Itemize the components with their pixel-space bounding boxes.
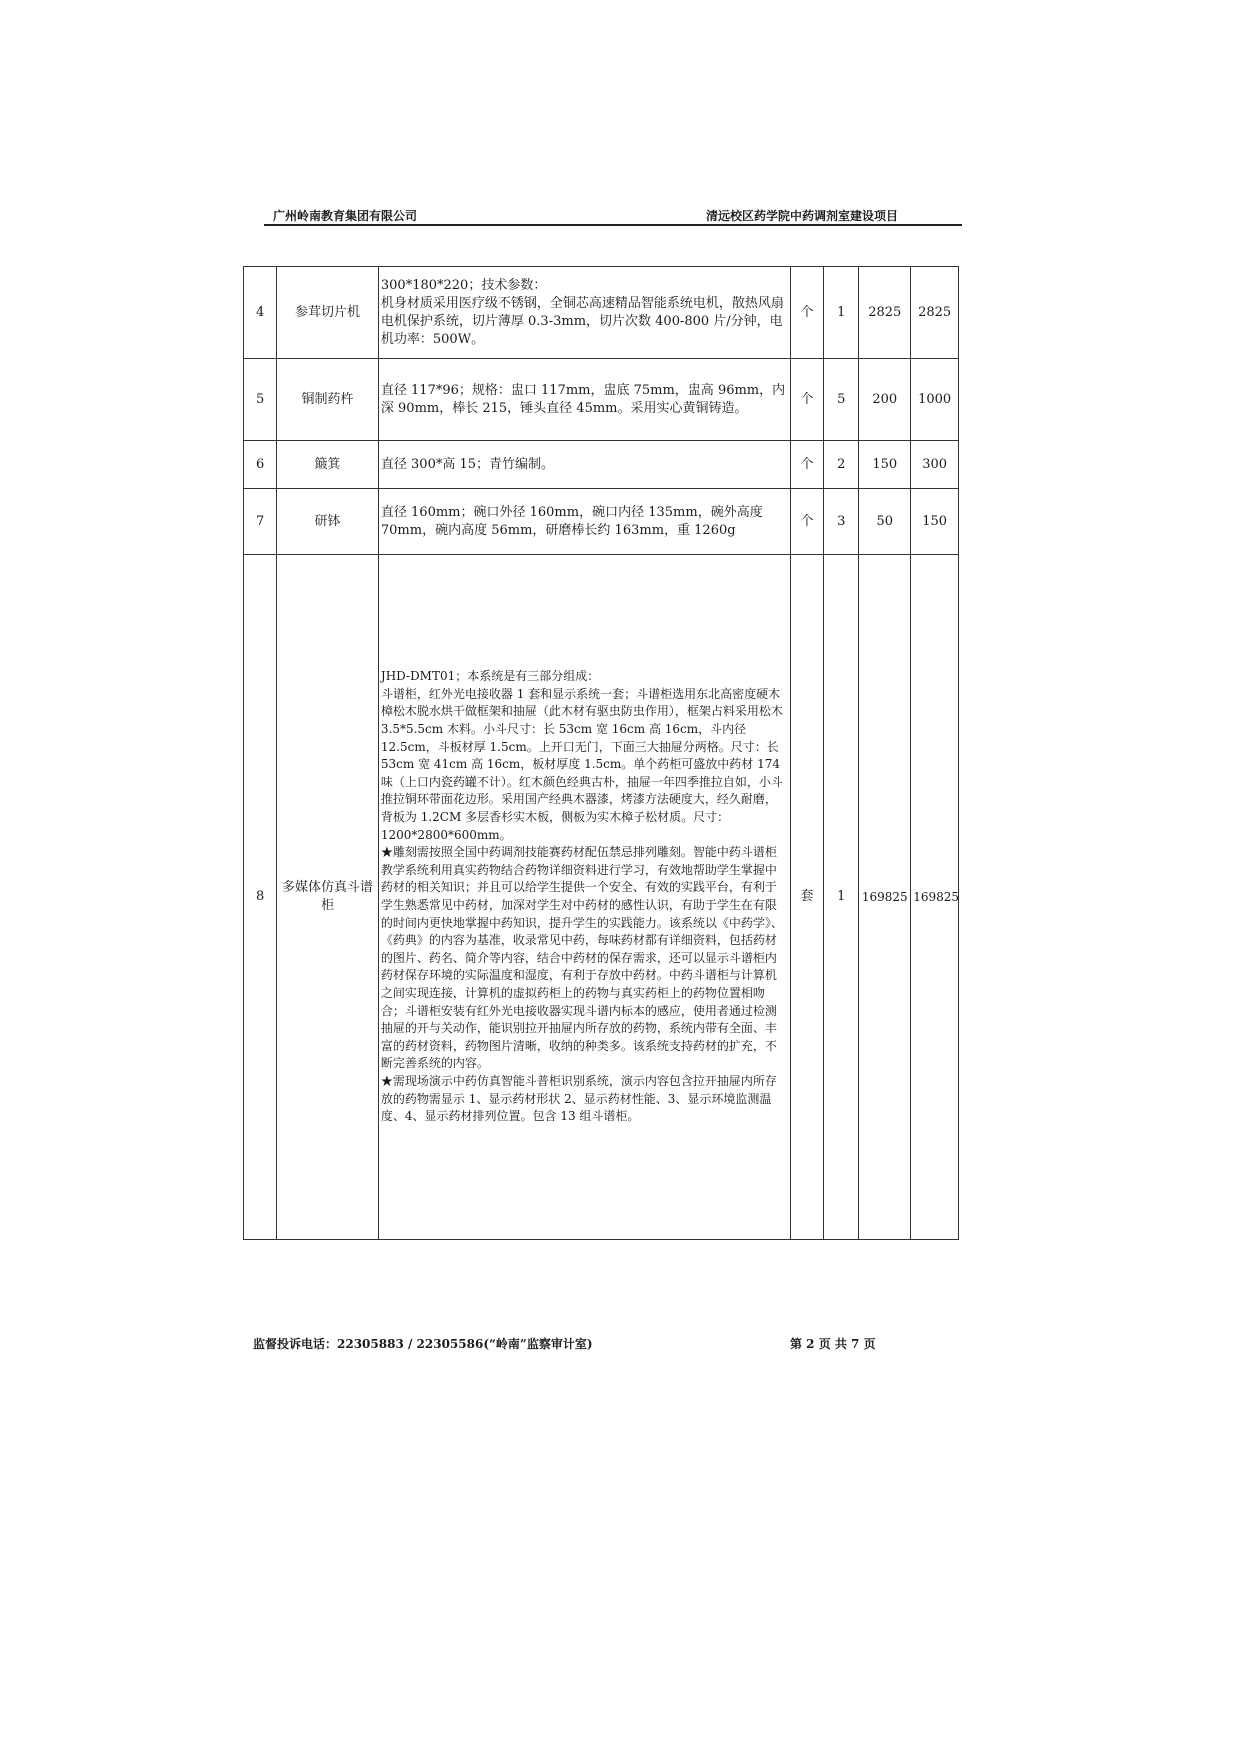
item-description: JHD-DMT01；本系统是有三部分组成： 斗谱柜，红外光电接收器 1 套和显示系统一套；斗谱柜选用东北高密度硬木樟松木脱水烘干做框架和抽屉（此木材有驱虫防虫作用），框架占料采用松木 3.5*5.5cm 木料。小斗尺寸：长 53cm 宽 16cm 高 16cm，斗内径 12.5cm，斗板材厚 1.5cm。上开口无门，下面三大抽屉分两格。尺寸：长 53cm 宽 41cm 高 16cm，板材厚度 1.5cm。单个药柜可盛放中药材 174 味（上口内瓷药罐不计）。红木颜色经典古朴，抽屉一年四季推拉自如，小斗推拉铜环带面花边形。采用国产经典木器漆，烤漆方法硬度大，经久耐磨，背板为 1.2CM 多层香杉实木板，侧板为实木樟子松材质。尺寸：1200*2800*600mm。 ★雕刻需按照全国中药调剂技能赛药材配伍禁忌排列雕刻。智能中药斗谱柜教学系统利用真实药物结合药物详细资料进行学习，有效地帮助学生掌握中药材的相关知识；并且可以给学生提供一个安全、有效的实践平台，有利于学生熟悉常见中药材，加深对学生对中药材的感性认识，有助于学生在有限的时间内更快地掌握中药知识，提升学生的实践能力。该系统以《中药学》、《药典》的内容为基准，收录常见中药，每味药材都有详细资料，包括药材的图片、药名、简介等内容，结合中药材的保存需求，还可以显示斗谱柜内药材保存环境的实际温度和湿度，有利于存放中药材。中药斗谱柜与计算机之间实现连接，计算机的虚拟药柜上的药物与真实药柜上的药物位置相吻合；斗谱柜安装有红外光电接收器实现斗谱内标本的感应，使用者通过检测抽屉的开与关动作，能识别拉开抽屉内所存放的药物，系统内带有全面、丰富的药材资料，药物图片清晰，收纳的种类多。该系统支持药材的扩充，不断完善系统的内容。 ★需现场演示中药仿真智能斗普柜识别系统，演示内容包含拉开抽屉内所存放的药物需显示 1、显示药材形状 2、显示药材性能、3、显示环境监测温度、4、显示药材排列位置。包含 13 组斗谱柜。 — [378, 555, 790, 1240]
item-name: 簸箕 — [277, 441, 379, 489]
equipment-table — [243, 266, 959, 1240]
row-number: 7 — [244, 489, 277, 555]
table-row — [244, 359, 959, 441]
item-total-price: 169825 — [911, 555, 959, 1240]
item-name: 参茸切片机 — [277, 267, 379, 359]
item-quantity: 2 — [824, 441, 859, 489]
item-unit: 个 — [790, 489, 823, 555]
item-name: 研钵 — [277, 489, 379, 555]
item-unit: 个 — [790, 267, 823, 359]
item-description: 直径 160mm；碗口外径 160mm，碗口内径 135mm，碗外高度 70mm，碗内高度 56mm，研磨棒长约 163mm，重 1260g — [378, 489, 790, 555]
table-row — [244, 267, 959, 359]
item-unit-price: 50 — [859, 489, 911, 555]
header-rule — [264, 224, 962, 226]
item-unit-price: 169825 — [859, 555, 911, 1240]
item-unit-price: 2825 — [859, 267, 911, 359]
row-number: 4 — [244, 267, 277, 359]
item-name: 铜制药杵 — [277, 359, 379, 441]
item-quantity: 3 — [824, 489, 859, 555]
page-header-project: 清远校区药学院中药调剂室建设项目 — [706, 209, 899, 223]
item-description: 直径 117*96；规格：盅口 117mm，盅底 75mm，盅高 96mm，内深 90mm，棒长 215，锤头直径 45mm。采用实心黄铜铸造。 — [378, 359, 790, 441]
item-name: 多媒体仿真斗谱柜 — [277, 555, 379, 1240]
page-header-company: 广州岭南教育集团有限公司 — [273, 209, 418, 223]
footer-complaint-phone: 监督投诉电话：22305883 / 22305586(“岭南”监察审计室) — [253, 1337, 593, 1351]
row-number: 8 — [244, 555, 277, 1240]
item-total-price: 150 — [911, 489, 959, 555]
item-quantity: 5 — [824, 359, 859, 441]
item-total-price: 2825 — [911, 267, 959, 359]
item-unit: 个 — [790, 359, 823, 441]
row-number: 5 — [244, 359, 277, 441]
item-description: 300*180*220；技术参数： 机身材质采用医疗级不锈钢，全铜芯高速精品智能系统电机，散热风扇电机保护系统，切片薄厚 0.3-3mm，切片次数 400-800 片/分钟，电机功率：500W。 — [378, 267, 790, 359]
item-unit-price: 200 — [859, 359, 911, 441]
item-unit: 套 — [790, 555, 823, 1240]
item-description: 直径 300*高 15；青竹编制。 — [378, 441, 790, 489]
table-row — [244, 441, 959, 489]
item-total-price: 1000 — [911, 359, 959, 441]
item-quantity: 1 — [824, 555, 859, 1240]
table-row — [244, 489, 959, 555]
item-unit: 个 — [790, 441, 823, 489]
table-row — [244, 555, 959, 1240]
footer-page-number: 第 2 页 共 7 页 — [790, 1337, 876, 1351]
item-total-price: 300 — [911, 441, 959, 489]
row-number: 6 — [244, 441, 277, 489]
item-unit-price: 150 — [859, 441, 911, 489]
item-quantity: 1 — [824, 267, 859, 359]
